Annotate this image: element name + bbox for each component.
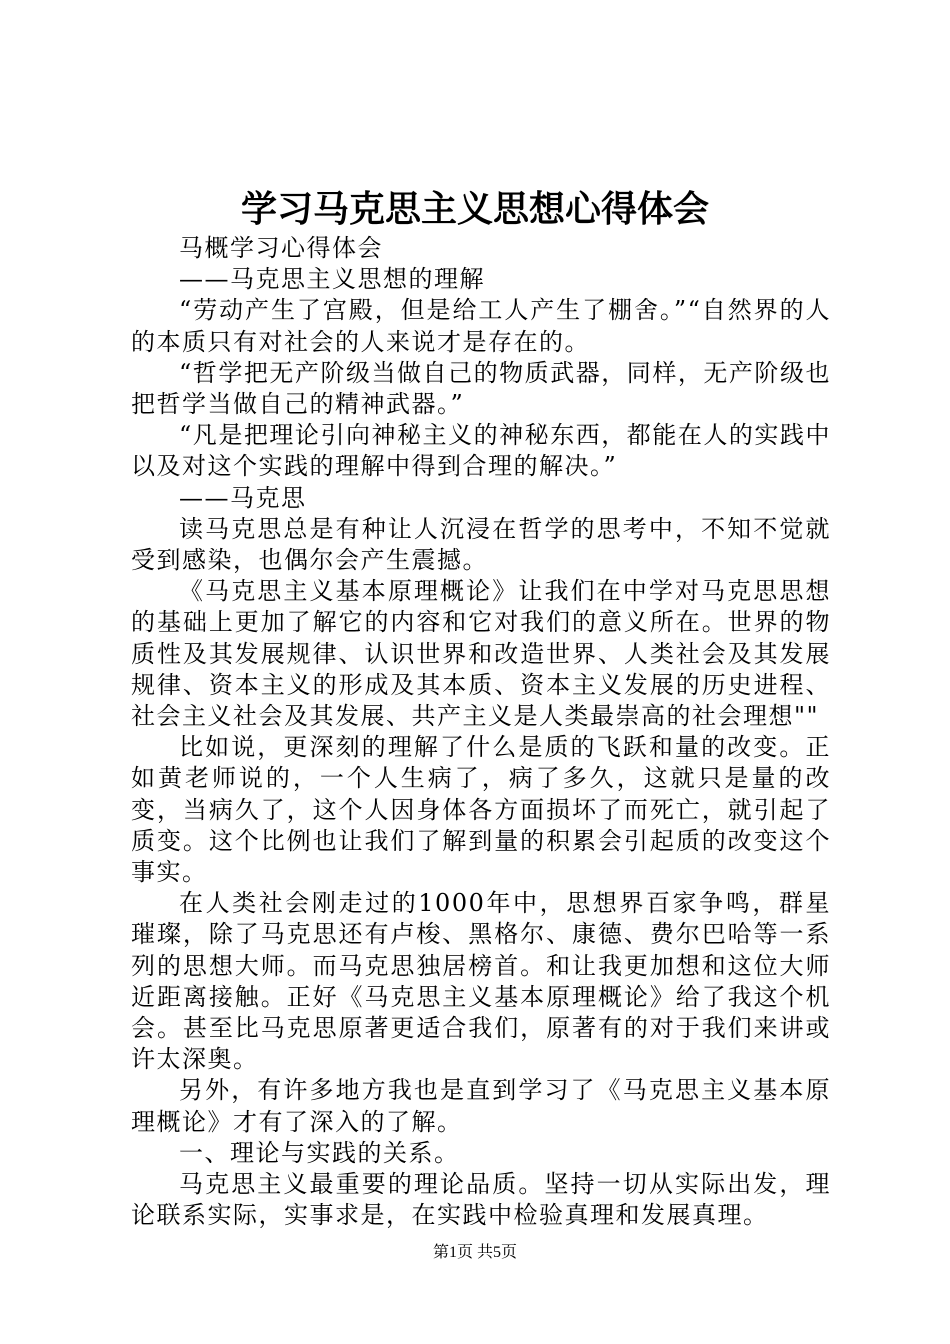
- subtitle-theme: ——马克思主义思想的理解: [179, 265, 485, 294]
- document-title: 学习马克思主义思想心得体会: [240, 188, 709, 230]
- section-heading: 一、理论与实践的关系。: [179, 1138, 460, 1167]
- body-paragraph: 在人类社会刚走过的1000年中，思想界百家争鸣，群星璀璨，除了马克思还有卢梭、黑格尔、康德、费尔巴哈等一系列的思想大师。而马克思独居榜首。和让我更加想和这位大师近距离接触。正好《马克思主义基本原理概论》给了我这个机会。甚至比马克思原著更适合我们，原著有的对于我们来讲或许太深奥。: [131, 889, 831, 1074]
- body-paragraph: 另外，有许多地方我也是直到学习了《马克思主义基本原理概论》才有了深入的了解。: [131, 1076, 831, 1136]
- body-paragraph: 读马克思总是有种让人沉浸在哲学的思考中，不知不觉就受到感染，也偶尔会产生震撼。: [131, 514, 831, 575]
- quote-paragraph: “劳动产生了宫殿，但是给工人产生了棚舍。”“自然界的人的本质只有对社会的人来说才是存在的。: [131, 296, 831, 356]
- body-paragraph: 《马克思主义基本原理概论》让我们在中学对马克思思想的基础上更加了解它的内容和它对我们的意义所在。世界的物质性及其发展规律、认识世界和改造世界、人类社会及其发展规律、资本主义的形成及其本质、资本主义发展的历史进程、社会主义社会及其发展、共产主义是人类最崇高的社会理想"": [131, 577, 831, 731]
- page-number-footer: 第1页 共5页: [432, 1244, 517, 1261]
- body-paragraph: 比如说，更深刻的理解了什么是质的飞跃和量的改变。正如黄老师说的，一个人生病了，病了多久，这就只是量的改变，当病久了，这个人因身体各方面损坏了而死亡，就引起了质变。这个比例也让我们了解到量的积累会引起质的改变这个事实。: [131, 733, 831, 887]
- quote-attribution: ——马克思: [179, 483, 307, 512]
- document-body: [131, 233, 831, 1232]
- quote-paragraph: “凡是把理论引向神秘主义的神秘东西，都能在人的实践中以及对这个实践的理解中得到合理的解决。”: [131, 421, 831, 481]
- body-paragraph: 马克思主义最重要的理论品质。坚持一切从实际出发，理论联系实际，实事求是，在实践中检验真理和发展真理。: [131, 1170, 831, 1230]
- subtitle-heading: 马概学习心得体会: [179, 234, 383, 262]
- quote-paragraph: “哲学把无产阶级当做自己的物质武器，同样，无产阶级也把哲学当做自己的精神武器。”: [131, 358, 831, 419]
